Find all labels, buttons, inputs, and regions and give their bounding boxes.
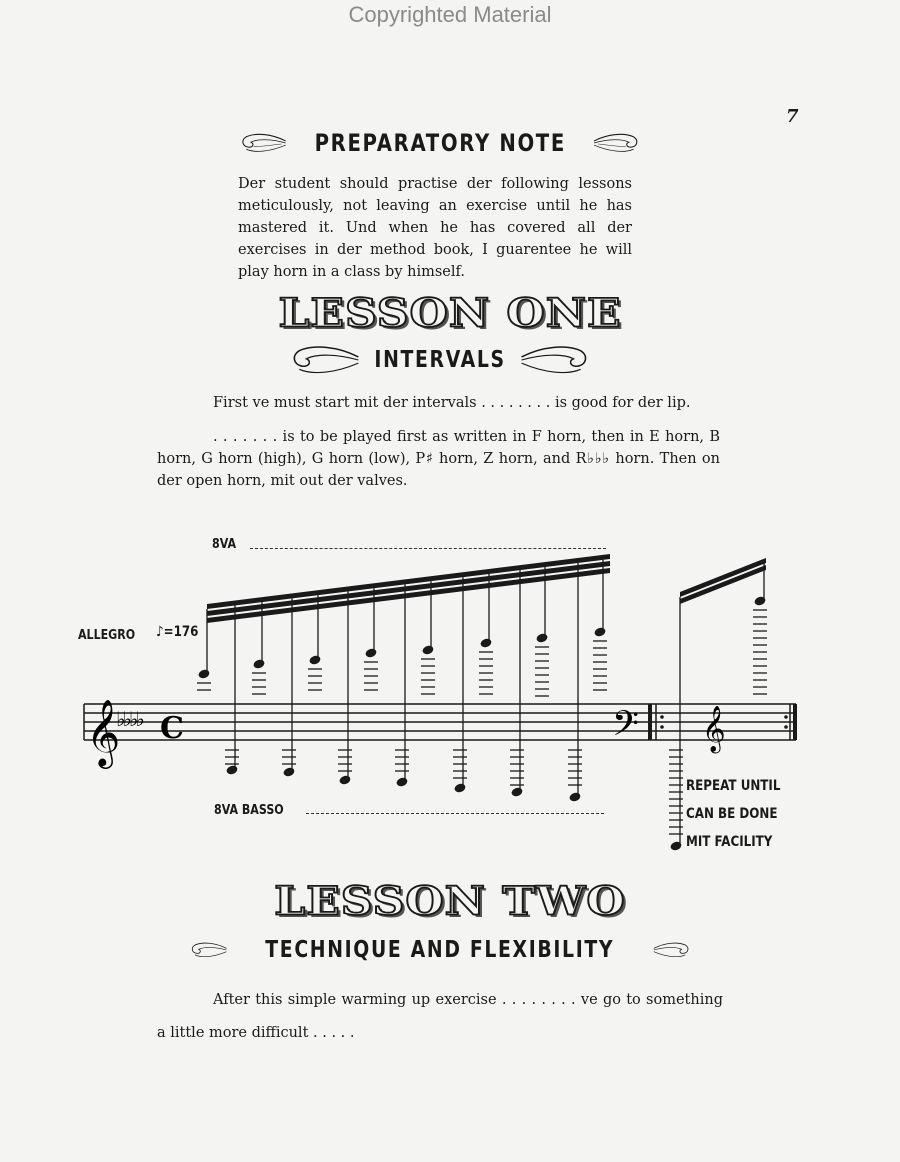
- lesson-two-intro: [157, 984, 723, 1050]
- lesson-one-title: LESSON ONE: [278, 290, 622, 337]
- note-head: [364, 647, 377, 658]
- note-head: [568, 791, 581, 802]
- time-signature: C: [160, 711, 184, 746]
- staff-lines: [84, 704, 796, 740]
- note-head: [197, 668, 210, 679]
- technique-heading: [190, 928, 690, 972]
- note-head: [225, 764, 238, 775]
- page-number: 7: [786, 106, 799, 127]
- note-head: [421, 644, 434, 655]
- repeat-line-2: CAN BE DONE: [686, 806, 778, 822]
- preparatory-note-title: PREPARATORY NOTE: [314, 129, 566, 157]
- key-signature-flats: ♭♭♭♭: [116, 707, 142, 731]
- note-head: [593, 626, 606, 637]
- note-head: [282, 766, 295, 777]
- treble-clef-2-icon: 𝄞: [702, 706, 726, 752]
- copyright-watermark: Copyrighted Material: [348, 2, 552, 27]
- lesson-one-paragraph-1: First ve must start mit der intervals . . . . . . . . is good for der lip.: [213, 395, 691, 411]
- note-head: [252, 658, 265, 669]
- tempo-marking: ♪=176: [156, 624, 199, 640]
- ottava-basso-label: 8VA BASSO: [214, 803, 284, 818]
- tempo-label: ALLEGRO: [78, 628, 136, 643]
- intervals-subtitle: INTERVALS: [374, 347, 506, 373]
- bass-clef-icon: 𝄢: [612, 703, 640, 752]
- lesson-two-paragraph-1: After this simple warming up exercise . . . . . . . . ve go to something a little more difficult . . . . .: [157, 992, 723, 1041]
- note-head: [510, 786, 523, 797]
- repeat-line-1: REPEAT UNTIL: [686, 778, 781, 794]
- note-head: [308, 654, 321, 665]
- lesson-two-title: LESSON TWO: [274, 878, 626, 925]
- lesson-one-paragraph-2: . . . . . . . is to be played first as written in F horn, then in E horn, B horn, G horn (high), G horn (low), P♯ horn, Z horn, and R♭♭♭ horn. Then on der open horn, mit out der valves.: [157, 429, 720, 489]
- preparatory-paragraph: Der student should practise der following lessons meticulously, not leaving an exercise until he has mastered it. Und when he has covered all der exercises in der method book, I guarentee he will play horn in a class by himself.: [238, 176, 632, 280]
- note-head: [479, 637, 492, 648]
- note-head: [535, 632, 548, 643]
- treble-clef-icon: 𝄞: [86, 698, 121, 766]
- note-head: [338, 774, 351, 785]
- ottava-label: 8VA: [212, 537, 237, 552]
- second-beam: [680, 558, 766, 604]
- repeat-line-3: MIT FACILITY: [686, 834, 773, 850]
- note-head: [453, 782, 466, 793]
- technique-subtitle: TECHNIQUE AND FLEXIBILITY: [265, 937, 615, 963]
- flourish-right-icon: [653, 929, 690, 971]
- flourish-left-icon: [190, 929, 227, 971]
- note-head: [395, 776, 408, 787]
- main-beam: [207, 554, 610, 623]
